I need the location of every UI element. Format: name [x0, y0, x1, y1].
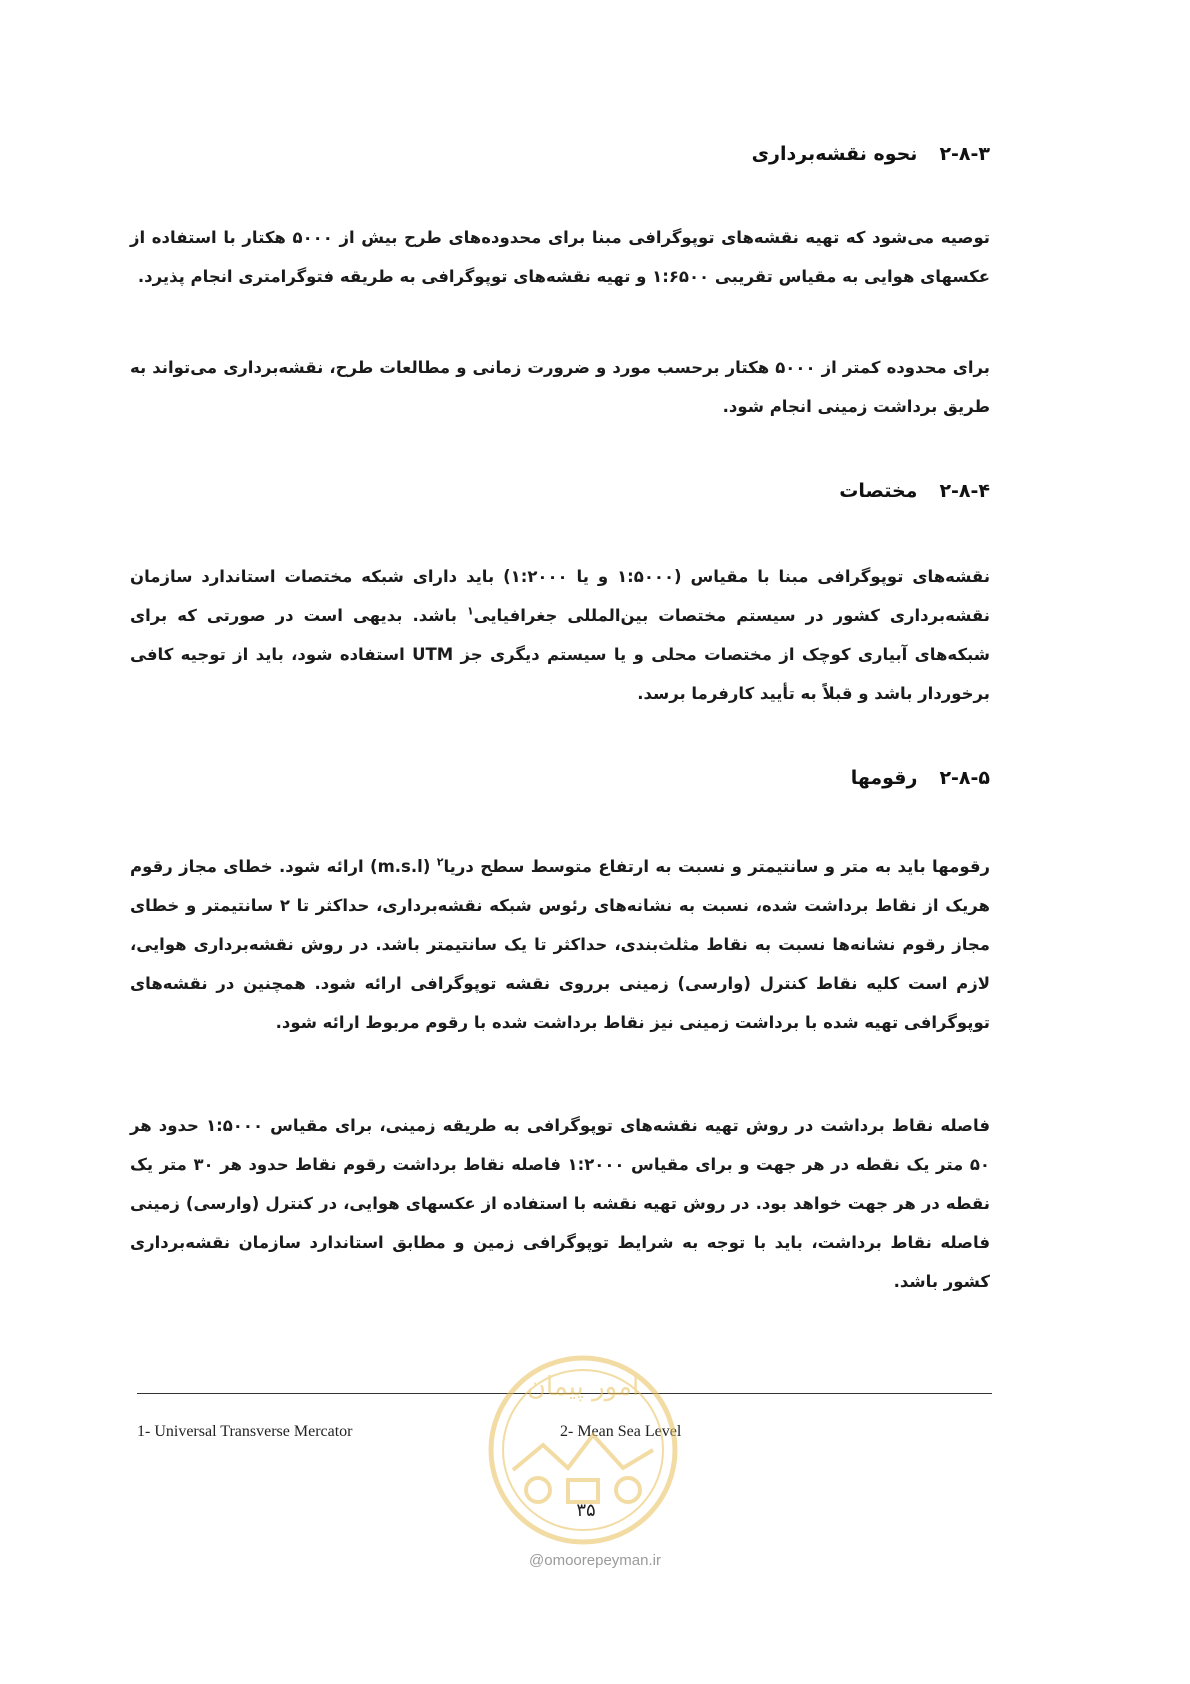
section-title: نحوه نقشه‌برداری — [751, 143, 918, 165]
section-heading-coordinates — [839, 480, 990, 502]
footnote-divider — [137, 1393, 992, 1394]
section-heading-surveying-method — [752, 143, 990, 165]
footnote-ref-2: ۲ — [436, 855, 444, 869]
section-heading-elevations — [851, 767, 990, 789]
paragraph-text: (m.s.l) ارائه شود. خطای مجاز رقوم هریک از نقاط برداشت شده، نسبت به نشانه‌های رئوس شبکه نقشه‌برداری، حداکثر تا ۲ سانتیمتر و خطای مجاز رقوم نشانه‌ها نسبت به نقاط مثلث‌بندی، حداکثر تا یک سانتیمتر باشد. در روش نقشه‌برداری هوایی، لازم است کلیه نقاط کنترل (وارسی) زمینی برروی نقشه توپوگرافی ارائه شود. همچنین در نقشه‌های توپوگرافی تهیه شده با برداشت زمینی نیز نقاط برداشت شده با رقوم مربوط ارائه شود. — [130, 857, 990, 1032]
page-number: ۳۵ — [576, 1500, 596, 1521]
footnote-1: 1- Universal Transverse Mercator — [137, 1423, 353, 1440]
section-title: مختصات — [839, 480, 918, 502]
paragraph-elevations-2: فاصله نقاط برداشت در روش تهیه نقشه‌های توپوگرافی به طریقه زمینی، برای مقیاس ۱:۵۰۰۰ حدود هر ۵۰ متر یک نقطه در هر جهت و برای مقیاس ۱:۲۰۰۰ فاصله نقاط برداشت رقوم نقاط حدود هر ۳۰ متر یک نقطه در هر جهت خواهد بود. در روش تهیه نقشه با استفاده از عکسهای هوایی، در کنترل (وارسی) زمینی فاصله نقاط برداشت، باید با توجه به شرایط توپوگرافی زمین و مطابق استاندارد سازمان نقشه‌برداری کشور باشد. — [130, 1116, 990, 1291]
paragraph-coordinates — [130, 557, 990, 713]
section-number: ۲-۸-۵ — [939, 767, 990, 789]
footnote-ref-1: ۱ — [466, 604, 474, 618]
paragraph-elevations-1 — [130, 847, 990, 1042]
section-title: رقومها — [850, 767, 918, 789]
paragraph-text: نقشه‌های توپوگرافی مبنا با مقیاس (۱:۵۰۰۰ و یا ۱:۲۰۰۰) باید دارای شبکه مختصات استاندارد سازمان نقشه‌برداری کشور در سیستم مختصات بین‌المللی جغرافیایی — [130, 567, 991, 625]
paragraph-text: باشد. بدیهی است در صورتی که برای شبکه‌های آبیاری کوچک از مختصات محلی و یا سیستم دیگری جز UTM استفاده شود، باید از توجیه کافی برخوردار باشد و قبلاً به تأیید کارفرما برسد. — [130, 606, 990, 703]
section-number: ۲-۸-۴ — [939, 480, 990, 502]
paragraph-surveying-method-1: توصیه می‌شود که تهیه نقشه‌های توپوگرافی مبنا برای محدوده‌های طرح بیش از ۵۰۰۰ هکتار با استفاده از عکسهای هوایی به مقیاس تقریبی ۱:۶۵۰۰ و تهیه نقشه‌های توپوگرافی به طریقه فتوگرامتری انجام پذیرد. — [130, 228, 990, 286]
paragraph-text: رقومها باید به متر و سانتیمتر و نسبت به ارتفاع متوسط سطح دریا — [443, 857, 991, 876]
footnote-2: 2- Mean Sea Level — [560, 1423, 682, 1440]
watermark-logo-text: امور پیمان — [526, 1372, 640, 1402]
watermark-url: @omoorepeyman.ir — [529, 1552, 661, 1569]
section-number: ۲-۸-۳ — [939, 143, 990, 165]
paragraph-surveying-method-2: برای محدوده کمتر از ۵۰۰۰ هکتار برحسب مورد و ضرورت زمانی و مطالعات طرح، نقشه‌برداری می‌تواند به طریق برداشت زمینی انجام شود. — [130, 358, 990, 416]
